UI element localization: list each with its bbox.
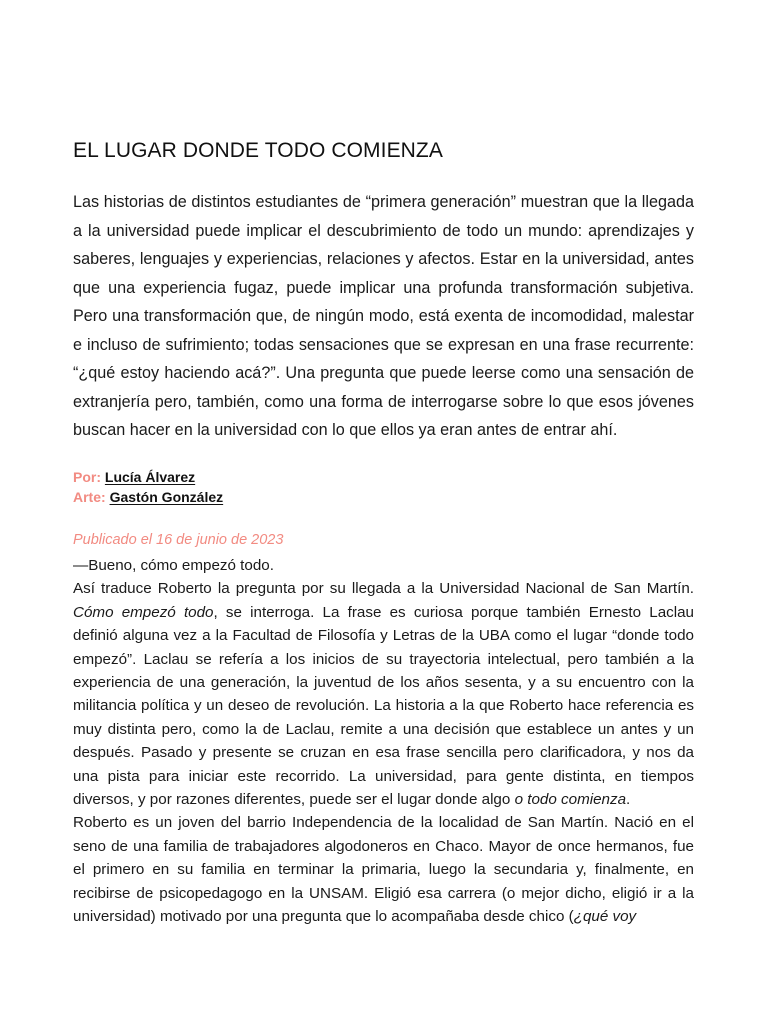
body-paragraph-2: [73, 811, 694, 928]
artist-link[interactable]: Gastón González: [109, 489, 224, 505]
art-credit: [73, 487, 223, 507]
body-paragraph-1-text-a: Así traduce Roberto la pregunta por su llegada a la Universidad Nacional de San Martín.: [73, 580, 694, 598]
body-paragraph-1-text-b: , se interroga. La frase es curiosa porque también Ernesto Laclau definió alguna vez a la Facultad de Filosofía y Letras de la UBA como el lugar “donde todo empezó”. Laclau se refería a los inicios de su trayectoria intelectual, pero también a la experiencia de una generación, la juventud de los años sesenta, y a su encuentro con la militancia política y un deseo de revolución. La historia a la que Roberto hace referencia es muy distinta pero, como la de Laclau, remite a una decisión que establece un antes y un después. Pasado y presente se cruzan en esa frase sencilla pero clarificadora, y nos da una pista para iniciar este recorrido. La universidad, para gente distinta, en tiempos diversos, y por razones diferentes, puede ser el lugar donde algo: [73, 603, 694, 809]
author-link[interactable]: Lucía Álvarez: [104, 469, 196, 485]
article-body: [73, 554, 694, 929]
author-credit: [73, 467, 223, 487]
credits: [73, 467, 223, 507]
body-paragraph-1: [73, 577, 694, 811]
body-paragraph-1-end: .: [626, 791, 631, 809]
body-paragraph-1-emphasis-a: Cómo empezó todo: [73, 603, 214, 621]
body-paragraph-2-emphasis: ¿qué voy: [573, 908, 637, 926]
publish-date: Publicado el 16 de junio de 2023: [73, 532, 284, 548]
body-paragraph-2-text: Roberto es un joven del barrio Independencia de la localidad de San Martín. Nació en el seno de una familia de trabajadores algodoneros en Chaco. Mayor de once hermanos, fue el primero en su familia en terminar la primaria, luego la secundaria y, finalmente, en recibirse de psicopedagogo en la UNSAM. Eligió esa carrera (o mejor dicho, eligió ir a la universidad) motivado por una pregunta que lo acompañaba desde chico (: [73, 814, 694, 926]
body-paragraph-1-emphasis-b: o todo comienza: [514, 791, 627, 809]
dialogue-line: —Bueno, cómo empezó todo.: [73, 557, 274, 574]
article-title: EL LUGAR DONDE TODO COMIENZA: [73, 139, 443, 162]
article-lead: Las historias de distintos estudiantes de “primera generación” muestran que la llegada a la universidad puede implicar el descubrimiento de todo un mundo: aprendizajes y saberes, lenguajes y experiencias, relaciones y afectos. Estar en la universidad, antes que una experiencia fugaz, puede implicar una profunda transformación subjetiva. Pero una transformación que, de ningún modo, está exenta de incomodidad, malestar e incluso de sufrimiento; todas sensaciones que se expresan en una frase recurrente: “¿qué estoy haciendo acá?”. Una pregunta que puede leerse como una sensación de extranjería pero, también, como una forma de interrogarse sobre lo que esos jóvenes buscan hacer en la universidad con lo que ellos ya eran antes de entrar ahí.: [73, 193, 694, 439]
art-role-label: Arte:: [73, 489, 106, 505]
author-role-label: Por:: [73, 469, 101, 485]
